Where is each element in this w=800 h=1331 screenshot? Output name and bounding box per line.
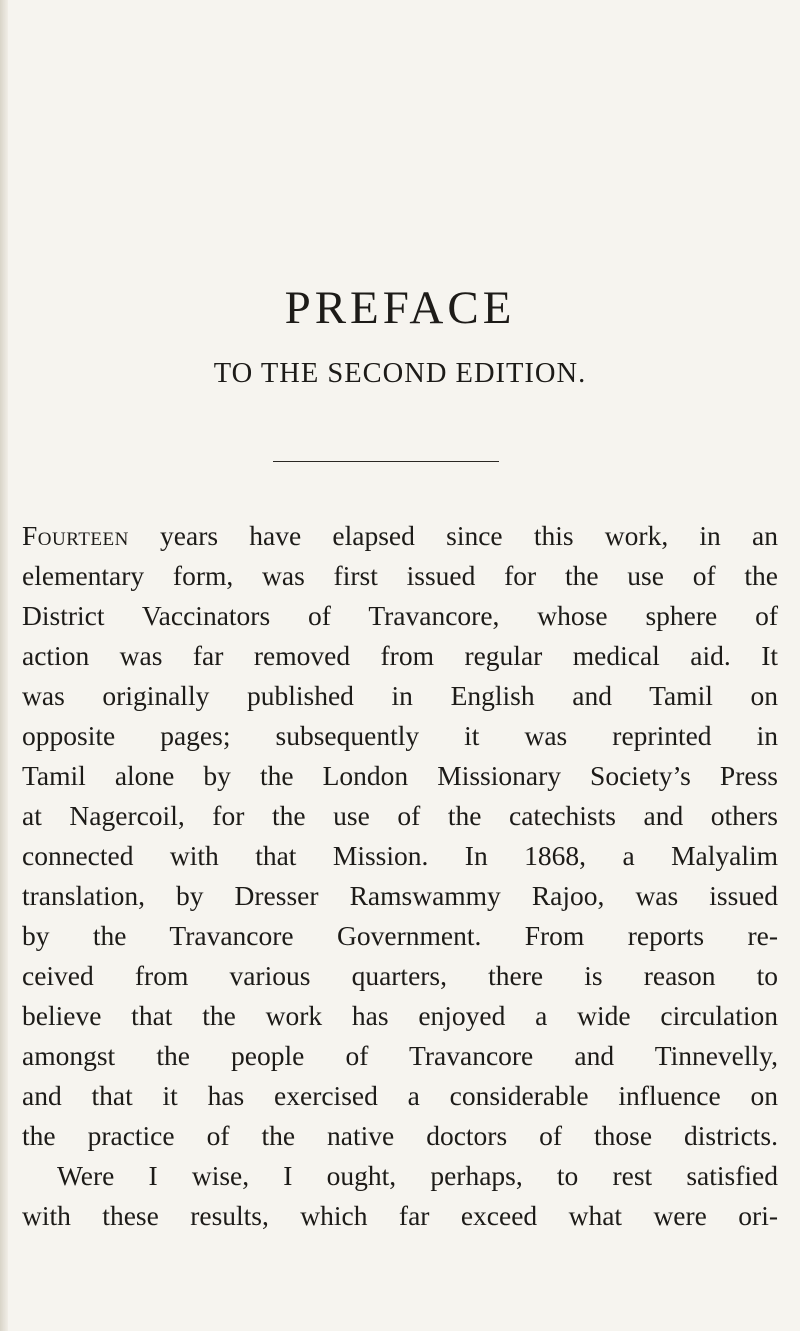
text-line: District Vaccinators of Travancore, whose sphere of xyxy=(22,600,778,631)
text-line: Tamil alone by the London Missionary Society’s Press xyxy=(22,760,778,791)
text-line: was originally published in English and Tamil on xyxy=(22,680,778,711)
text-line: ceived from various quarters, there is reason to xyxy=(22,960,778,991)
text-line: elementary form, was first issued for the use of the xyxy=(22,560,778,591)
text-line: at Nagercoil, for the use of the catechists and others xyxy=(22,800,778,831)
text-line: and that it has exercised a considerable influence on xyxy=(22,1080,778,1111)
text-line: by the Travancore Government. From reports re- xyxy=(22,920,778,951)
text-line-content: years have elapsed since this work, in an xyxy=(128,520,778,551)
text-line: the practice of the native doctors of those districts. xyxy=(22,1120,778,1151)
text-line: translation, by Dresser Ramswammy Rajoo, was issued xyxy=(22,880,778,911)
text-line xyxy=(22,516,778,556)
text-line: amongst the people of Travancore and Tinnevelly, xyxy=(22,1040,778,1071)
page-binding-edge xyxy=(0,0,8,1331)
text-line: believe that the work has enjoyed a wide circulation xyxy=(22,1000,778,1031)
page-subtitle: TO THE SECOND EDITION. xyxy=(213,358,587,389)
text-line: action was far removed from regular medical aid. It xyxy=(22,640,778,671)
title-divider-rule xyxy=(273,461,499,462)
text-line: with these results, which far exceed what were ori- xyxy=(22,1200,778,1231)
text-line: opposite pages; subsequently it was reprinted in xyxy=(22,720,778,751)
preface-body xyxy=(22,516,778,1236)
text-line: connected with that Mission. In 1868, a Malyalim xyxy=(22,840,778,871)
lead-word: Fourteen xyxy=(22,520,129,551)
page-title: PREFACE xyxy=(284,282,516,334)
text-line: Were I wise, I ought, perhaps, to rest satisfied xyxy=(57,1160,778,1191)
